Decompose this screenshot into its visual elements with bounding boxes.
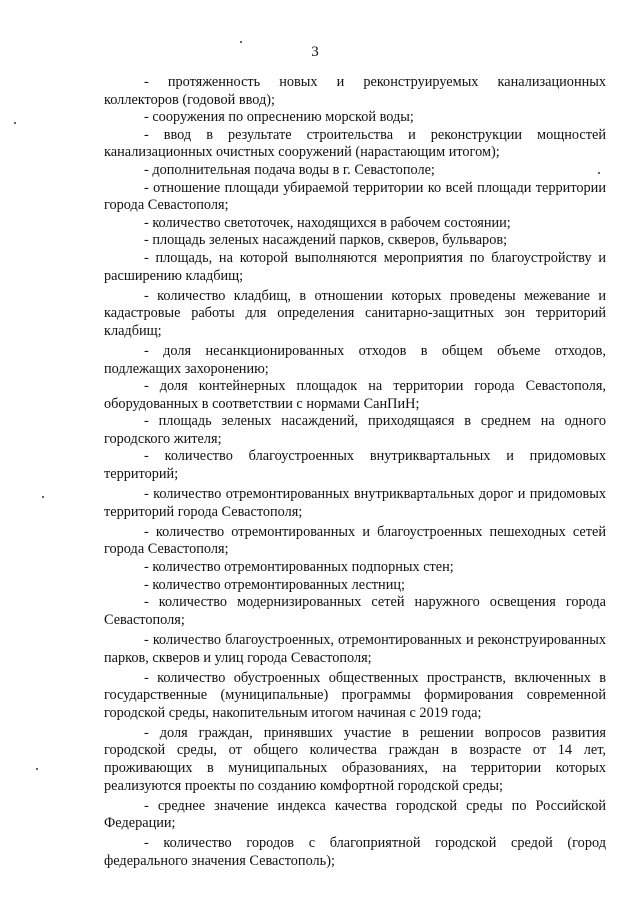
list-item: - площадь зеленых насаждений, приходящаяся в среднем на одного городского жителя; [104, 413, 606, 447]
list-item: - количество светоточек, находящихся в рабочем состоянии; [144, 214, 511, 231]
scan-speck [42, 496, 44, 498]
list-item: - протяженность новых и реконструируемых канализационных коллекторов (годовой ввод); [104, 74, 606, 108]
scan-speck [36, 768, 38, 770]
list-item: - количество кладбищ, в отношении которых проведены межевание и кадастровые работы для определения санитарно-защитных зон территорий кладбищ; [104, 287, 606, 339]
list-item: - количество отремонтированных внутриквартальных дорог и придомовых территорий города Севастополя; [104, 486, 606, 520]
list-item: - количество отремонтированных подпорных стен; [144, 559, 454, 576]
list-item: - доля контейнерных площадок на территории города Севастополя, оборудованных в соответствии с нормами СанПиН; [104, 378, 606, 412]
document-body [104, 74, 606, 871]
list-item: - площадь, на которой выполняются мероприятия по благоустройству и расширению кладбищ; [104, 249, 606, 284]
list-item: - количество благоустроенных, отремонтированных и реконструированных парков, скверов и улиц города Севастополя; [104, 631, 606, 666]
scan-speck [240, 41, 242, 43]
list-item: - отношение площади убираемой территории ко всей площади территории города Севастополя; [104, 179, 606, 214]
list-item: - ввод в результате строительства и реконструкции мощностей канализационных очистных сооружений (нарастающим итогом); [104, 126, 606, 161]
page-number: 3 [311, 44, 319, 60]
scan-speck [598, 172, 600, 174]
list-item: - площадь зеленых насаждений парков, скверов, бульваров; [144, 232, 508, 249]
list-item: - сооружения по опреснению морской воды; [144, 109, 414, 126]
list-item: - количество отремонтированных и благоустроенных пешеходных сетей города Севастополя; [104, 523, 606, 558]
scan-speck [14, 122, 16, 124]
list-item: - количество благоустроенных внутриквартальных и придомовых территорий; [104, 448, 606, 483]
list-item: - количество отремонтированных лестниц; [144, 576, 405, 593]
list-item: - количество модернизированных сетей наружного освещения города Севастополя; [104, 594, 606, 628]
list-item: - среднее значение индекса качества городской среды по Российской Федерации; [104, 797, 606, 832]
list-item: - количество обустроенных общественных пространств, включенных в государственные (муниципальные) программы формирования современной городской среды, накопительным итогом начиная с 2019 года; [104, 669, 606, 721]
list-item: - доля граждан, принявших участие в решении вопросов развития городской среды, от общего количества граждан в возрасте от 14 лет, проживающих в муниципальных образованиях, на территории которых реализуются проекты по созданию комфортной городской среды; [104, 724, 606, 794]
list-item: - дополнительная подача воды в г. Севастополе; [144, 161, 435, 178]
list-item: - доля несанкционированных отходов в общем объеме отходов, подлежащих захоронению; [104, 342, 606, 377]
list-item: - количество городов с благоприятной городской средой (город федерального значения Севастополь); [104, 835, 606, 870]
